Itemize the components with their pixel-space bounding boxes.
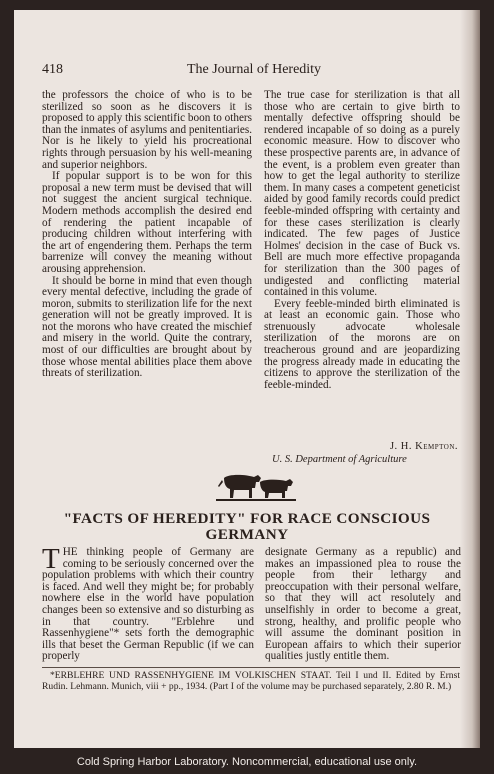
cattle-woodcut-icon [214, 466, 298, 506]
page-number: 418 [42, 62, 63, 77]
paragraph: If popular support is to be won for this proposal a new term must be devised that will not suggest the ancient surgical technique. Modern methods accomplish the desired end of rendering the patient incapable of producing children without interfering with the art of engendering them. Perhaps the term barrenize will convey the meaning without arousing apprehension. [42, 170, 252, 275]
paragraph: the professors the choice of who is to be sterilized so soon as he discovers it is proposed to apply this scientific boon to others than the inmates of asylums and penitentiaries. Nor is he likely to yield his procreational rights through persuasion by his well-meaning and superior neighbors. [42, 89, 252, 171]
letter-right-column [264, 90, 460, 391]
paragraph: It should be borne in mind that even though every mental defective, including the grade of moron, submits to sterilization life for the next generation will not be greatly improved. It is not the morons who have created the mischief and misery in the world. Quite the contrary, most of our difficulties are brought about by those whose mental abilities place them above threats of sterilization. [42, 274, 252, 380]
article-left-text: HE thinking people of Germany are coming to be seriously concerned over the population problems with which their country is faced. And well they might be; for probably nowhere else in the world have population changes been so extensive and so disturbing as in that country. "Erblehre und Rassenhygiene"* sets forth the demographic ills that beset the German Republic (if we can properly [42, 546, 254, 663]
page-edge-shadow [460, 10, 480, 748]
journal-page [14, 10, 480, 748]
footnote-divider [42, 667, 460, 668]
paragraph: Every feeble-minded birth eliminated is at least an economic gain. Those who strenuously advocate wholesale sterilization of the morons are on treacherous ground and are jeopardizing the progress already made in educating the citizens to approve the sterilization of the feeble-minded. [264, 297, 460, 391]
running-head: The Journal of Heredity [186, 62, 322, 77]
article-right-column [265, 547, 461, 663]
article-title-line-2: GERMANY [205, 526, 289, 543]
article-right-text: designate Germany as a republic) and makes an impassioned plea to rouse the people from their lethargy and preoccupation with their personal welfare, so that they will act resolutely and unselfishly in order to become a great, strong, healthy, and prolific people who will assume the dominant position in European affairs to which their superior qualities justly entitle them. [265, 546, 461, 663]
paragraph: The true case for sterilization is that all those who are certain to give birth to mentally defective offspring should be rendered incapable of so doing as a purely economic measure. How to discover who these prospective parents are, in advance of the event, is a problem even greater than how to get the legal authority to sterilize them. In many cases a competent geneticist aided by good family records could predict feeble-minded offspring with certainty and for these cases sterilization is clearly indicated. The few pages of Justice Holmes' decision in the case of Buck vs. Bell are much more effective propaganda for sterilization than the 300 pages of undigested and conflicting material contained in this volume. [264, 89, 460, 299]
signature-name: J. H. Kempton. [389, 441, 458, 452]
image-credit: Cold Spring Harbor Laboratory. Noncommercial, educational use only. [76, 756, 418, 768]
footnote-text: *ERBLEHRE UND RASSENHYGIENE IM VOLKISCHEN STAAT. Teil I und II. Edited by Ernst Rudin. Lehmann. Munich, viii + pp., 1934. (Part I of the volume may be purchased separately, 2.80 R. M.) [42, 670, 460, 692]
article-left-column [42, 543, 254, 663]
letter-left-column [42, 90, 252, 380]
drop-cap: T [42, 543, 60, 575]
footnote [42, 670, 460, 692]
article-title-line-1: "FACTS OF HEREDITY" FOR RACE CONSCIOUS [63, 510, 431, 527]
signature-affiliation: U. S. Department of Agriculture [272, 454, 407, 465]
